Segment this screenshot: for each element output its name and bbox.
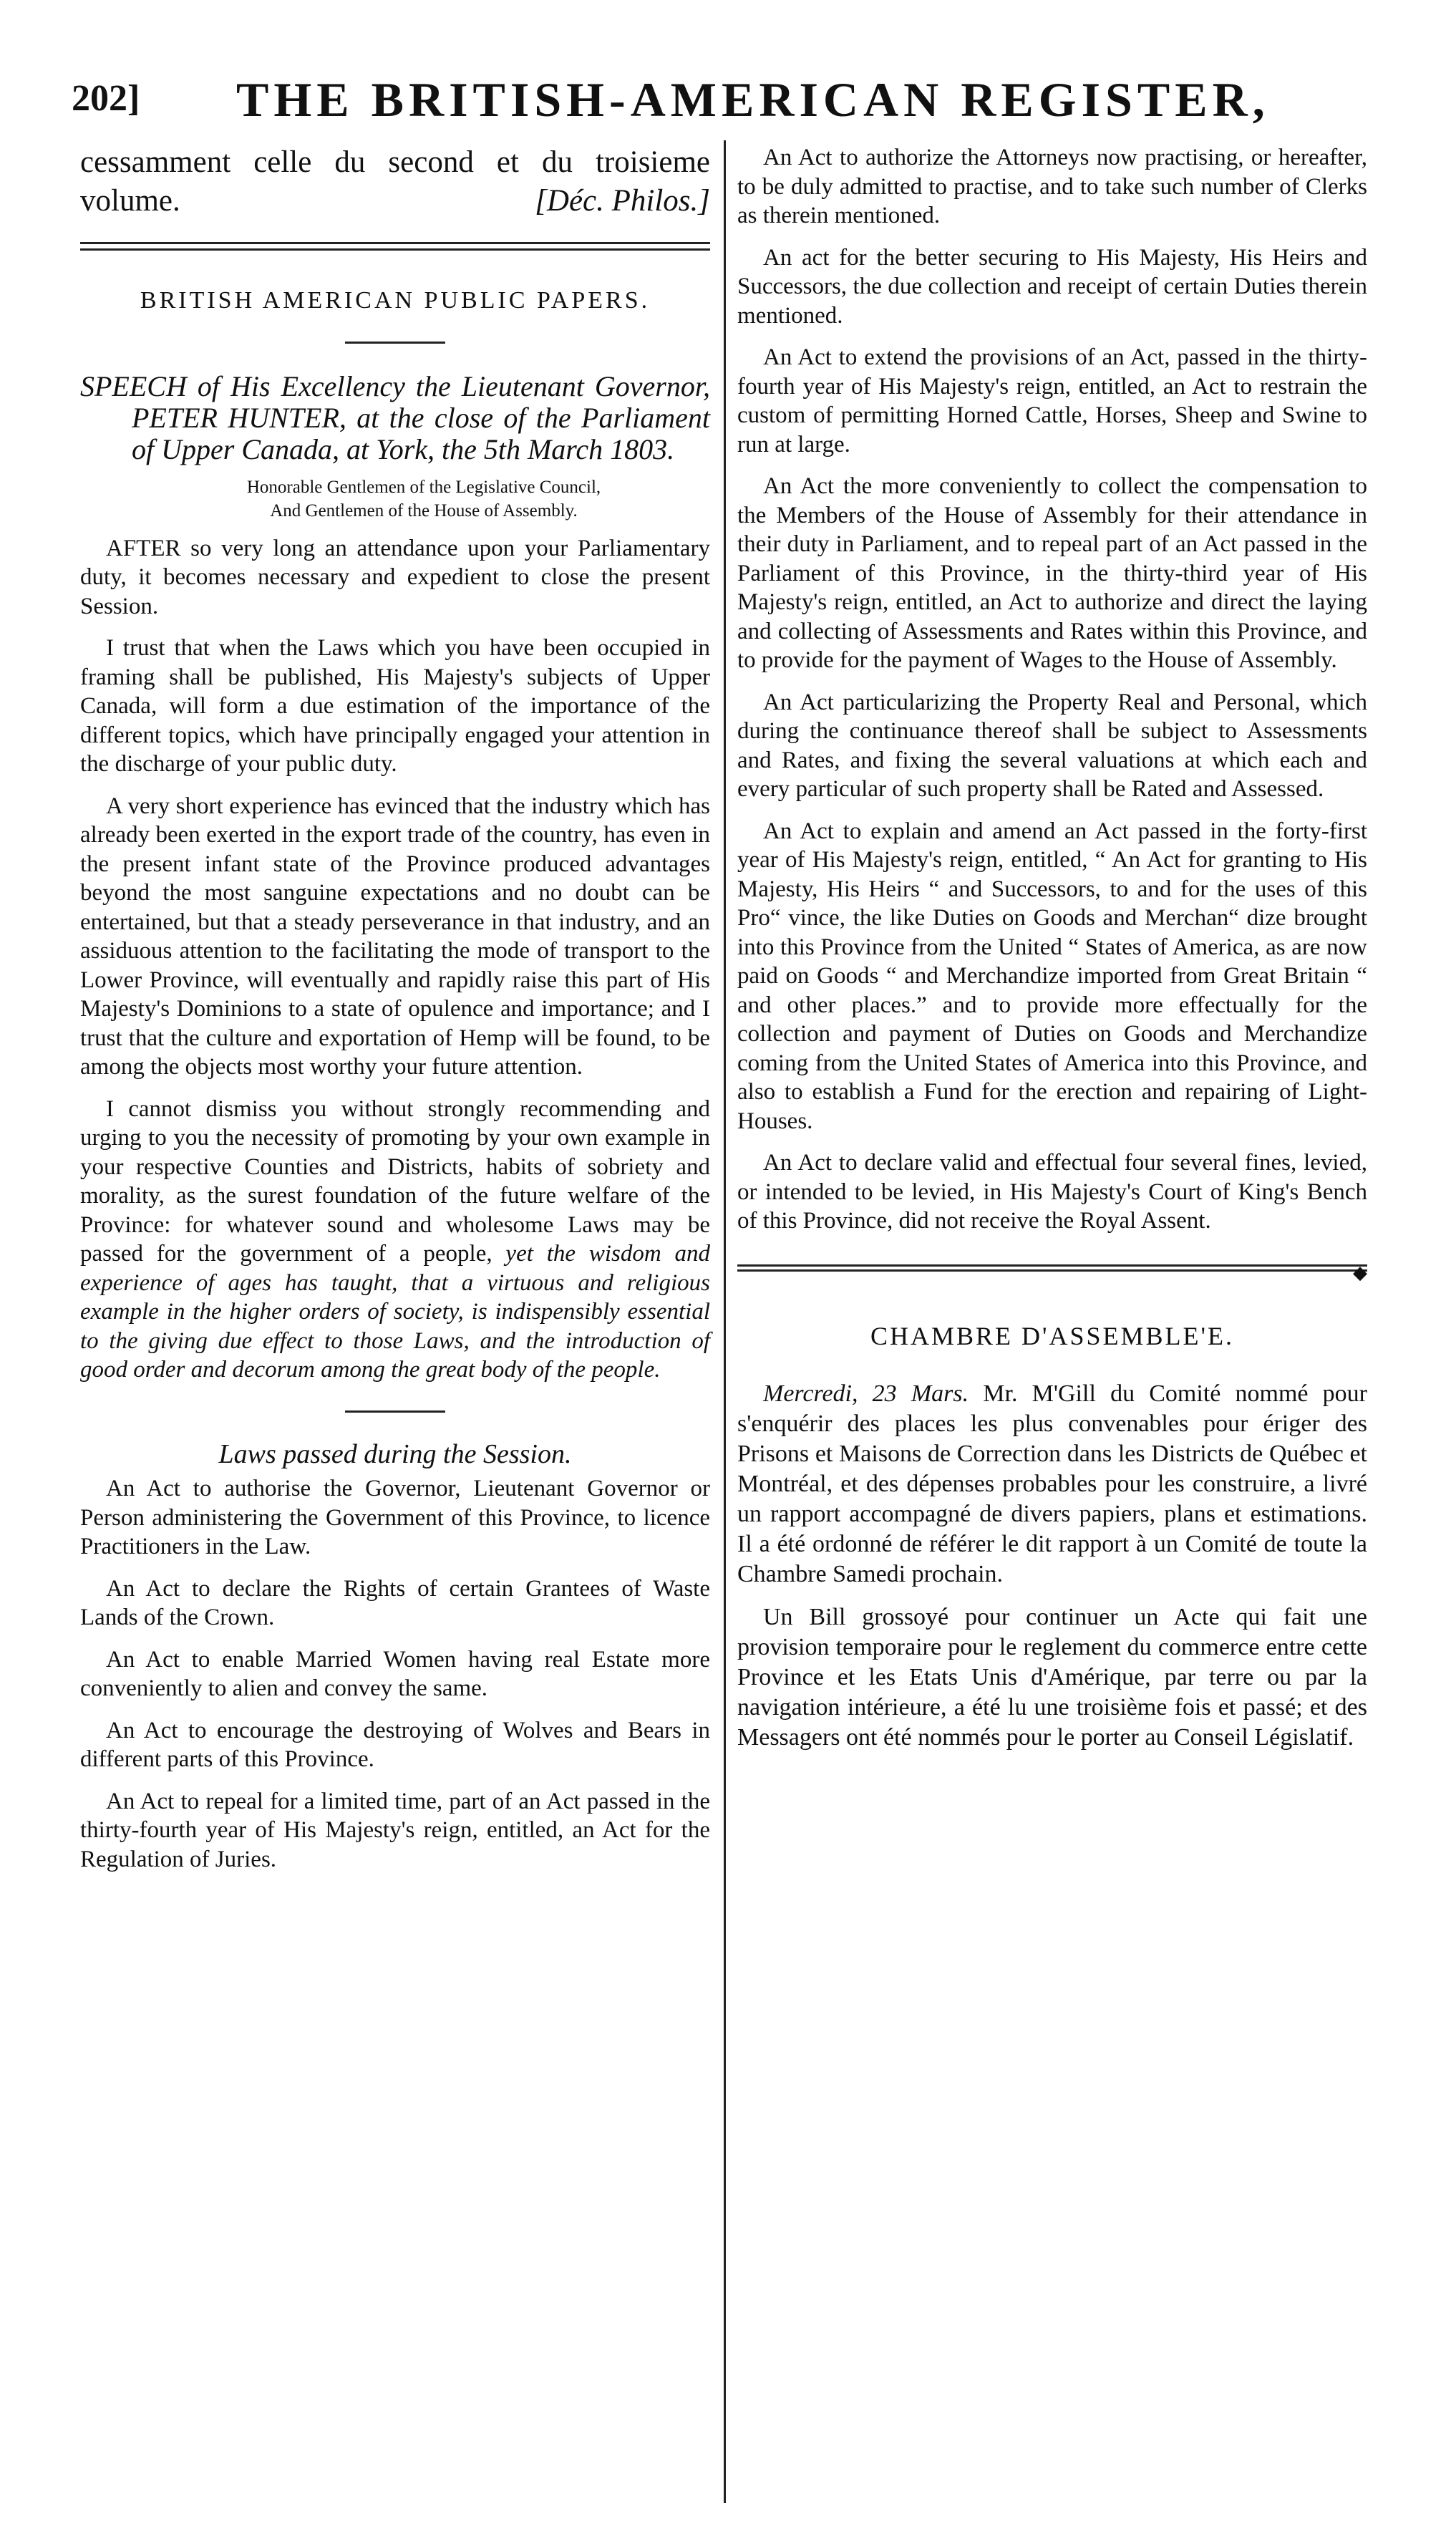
section-heading: BRITISH AMERICAN PUBLIC PAPERS. bbox=[140, 287, 651, 314]
chambre-paragraph: Un Bill grossoyé pour continuer un Acte qui fait une provision temporaire pour le reglement du commerce entre cette Province et les Etats Unis d'Amérique, par terre ou par la navigation intérieure, a été lu une troisième fois et passé; et des Messagers ont été nommés pour le porter au Conseil Législatif. bbox=[737, 1604, 1367, 1751]
chambre-paragraph bbox=[737, 1379, 1367, 1589]
ornament-rule bbox=[737, 1257, 1367, 1283]
law-item: An Act to extend the provisions of an Act, passed in the thirty-fourth year of His Majesty's reign, entitled, an Act to restrain the custom of permitting Horned Cattle, Horses, Sheep and Swine to run at large. bbox=[737, 344, 1367, 458]
law-item: An Act particularizing the Property Real and Personal, which during the continuance thereof shall be subject to Assessments and Rates, and fixing the several valuations at which each and every particular of such property shall be Rated and Assessed. bbox=[737, 689, 1367, 802]
laws-heading: Laws passed during the Session. bbox=[218, 1438, 572, 1469]
page-number: 202] bbox=[72, 78, 140, 119]
rule-line bbox=[737, 1264, 1367, 1272]
running-head bbox=[72, 72, 1403, 136]
diamond-ornament-icon: ◆ bbox=[1353, 1262, 1367, 1283]
continuation-text bbox=[80, 143, 710, 221]
chambre-text: Mr. M'Gill du Comité nommé pour s'enquérir des places les plus convenables pour ériger des Prisons et Maisons de Correction dans les Districts de Québec et Montréal, et des dépenses probables pour les construire, a livré un rapport accompagné de divers papiers, plans et estimations. Il a été ordonné de référer le dit rapport à un Comité de toute la Chambre Samedi prochain. bbox=[737, 1380, 1368, 1587]
continuation-source: [Déc. Philos.] bbox=[535, 184, 710, 218]
law-item: An act for the better securing to His Majesty, His Heirs and Successors, the due collection and receipt of certain Duties therein mentioned. bbox=[737, 244, 1367, 329]
speech-title: SPEECH of His Excellency the Lieutenant Governor, PETER HUNTER, at the close of the Parliament of Upper Canada, at York, the 5th March 1803. bbox=[80, 369, 710, 465]
right-column bbox=[737, 143, 1367, 1766]
law-item: An Act to explain and amend an Act passed in the forty-first year of His Majesty's reign, entitled, “ An Act for granting to His Majesty, His Heirs “ and Successors, to and for the uses of this Pro“ vince, the like Duties on Goods and Merchan“ dize brought into this Province from the United “ States of America, as are now paid on Goods “ and Merchandize imported from Great Britain “ and other places.” and to provide more effectually for the collection and payment of Duties on Goods and Merchandize coming from the United States of America into this Province, and also to establish a Fund for the erection and repairing of Light-Houses. bbox=[737, 818, 1367, 1134]
speech-paragraph-final bbox=[80, 1095, 710, 1385]
law-item: An Act to repeal for a limited time, part of an Act passed in the thirty-fourth year of His Majesty's reign, entitled, an Act for the Regulation of Juries. bbox=[80, 1788, 710, 1872]
law-item: An Act to declare valid and effectual four several fines, levied, or intended to be levied, in His Majesty's Court of King's Bench of this Province, did not receive the Royal Assent. bbox=[737, 1150, 1367, 1234]
law-item: An Act the more conveniently to collect the compensation to the Members of the House of Assembly for their attendance in their duty in Parliament, and to repeal part of an Act passed in the Parliament of this Province, in the thirty-third year of His Majesty's reign, entitled, an Act to authorize and direct the laying and collecting of Assessments and Rates within this Province, and to provide for the payment of Wages to the House of Assembly. bbox=[737, 473, 1367, 673]
final-paragraph-plain: I cannot dismiss you without strongly recommending and urging to you the necessity of promoting by your own example in your respective Counties and Districts, habits of sobriety and morality, as the surest foundation of the future welfare of the Province: for whatever sound and wholesome Laws may be passed for the government of a people, bbox=[80, 1095, 710, 1267]
speech-paragraph: A very short experience has evinced that the industry which has already been exerted in the export trade of the country, has even in the present infant state of the Province produced advantages beyond the most sanguine expectations and no doubt can be entertained, but that a steady perseverance in that industry, and an assiduous attention to the facilitating the mode of transport to the Lower Province, will eventually and rapidly raise this part of His Majesty's Dominions to a state of opulence and importance; and I trust that the culture and exportation of Hemp will be found, to be among the objects most worthy your future attention. bbox=[80, 793, 710, 1080]
law-item: An Act to authorise the Governor, Lieutenant Governor or Person administering the Government of this Province, to licence Practitioners in the Law. bbox=[80, 1476, 710, 1559]
short-rule bbox=[345, 342, 445, 344]
law-item: An Act to enable Married Women having real Estate more conveniently to alien and convey the same. bbox=[80, 1646, 710, 1701]
speech-paragraph: AFTER so very long an attendance upon your Parliamentary duty, it becomes necessary and expedient to close the present Session. bbox=[80, 535, 710, 619]
short-rule bbox=[345, 1410, 445, 1413]
law-item: An Act to declare the Rights of certain Grantees of Waste Lands of the Crown. bbox=[80, 1575, 710, 1630]
law-item: An Act to encourage the destroying of Wolves and Bears in different parts of this Province. bbox=[80, 1717, 710, 1772]
address-line: And Gentlemen of the House of Assembly. bbox=[270, 500, 578, 521]
law-item: An Act to authorize the Attorneys now practising, or hereafter, to be duly admitted to practise, and to take such number of Clerks as therein mentioned. bbox=[737, 145, 1367, 228]
left-column bbox=[80, 143, 710, 1887]
speech-paragraph: I trust that when the Laws which you have been occupied in framing shall be published, His Majesty's subjects of Upper Canada, will form a due estimation of the importance of the different topics, which have principally engaged your attention in the discharge of your public duty. bbox=[80, 635, 710, 777]
double-rule bbox=[80, 242, 710, 251]
running-title: THE BRITISH-AMERICAN REGISTER, bbox=[236, 72, 1270, 127]
column-divider bbox=[724, 140, 726, 2503]
address-line: Honorable Gentlemen of the Legislative Council, bbox=[246, 477, 601, 497]
chambre-date: Mercredi, 23 Mars. bbox=[763, 1380, 969, 1407]
final-paragraph-italic: yet the wisdom and experience of ages has taught, that a virtuous and religious example in the higher orders of society, is indispensibly essential to the giving due effect to those Laws, and the introduction of good order and decorum among the great body of the people. bbox=[80, 1241, 710, 1383]
continuation-body: cessamment celle du second et du troisieme volume. bbox=[80, 145, 710, 218]
chambre-heading: CHAMBRE D'ASSEMBLE'E. bbox=[870, 1321, 1235, 1350]
